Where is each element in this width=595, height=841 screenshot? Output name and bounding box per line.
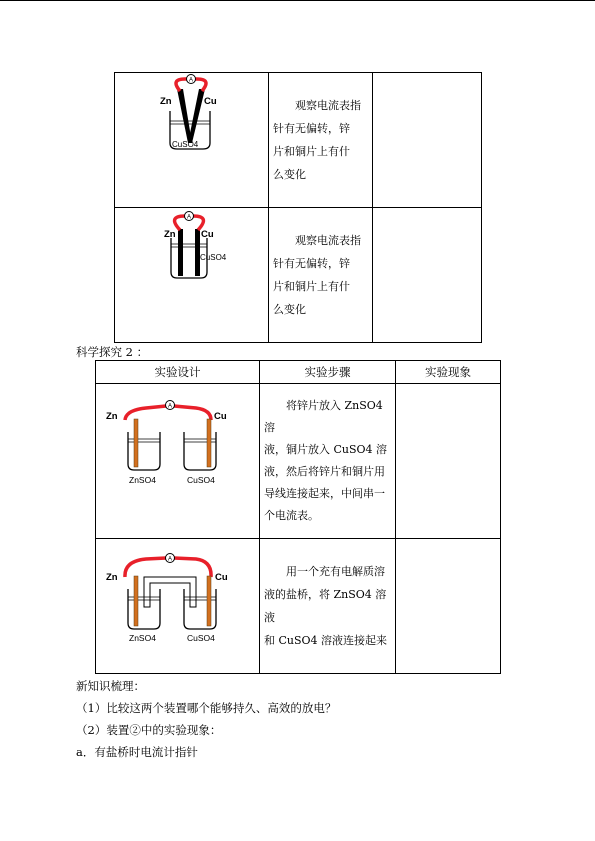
table2-header-row [96, 361, 501, 384]
desc-text: 观察电流表指 [295, 99, 361, 112]
cu-label: Cu [214, 411, 227, 422]
salt-bridge [144, 577, 196, 607]
zn-electrode [134, 419, 138, 467]
left-beaker [128, 432, 160, 470]
desc-line: 和 CuSO4 溶液连接起来 [264, 634, 388, 647]
desc-line: 个电流表。 [264, 509, 319, 522]
solution-label: CuSO4 [200, 253, 227, 262]
experiment-table-2 [95, 360, 501, 674]
left-solution-label: ZnSO4 [129, 475, 156, 485]
desc-line: 针有无偏转，锌 [273, 122, 350, 135]
desc-line: 液，铜片放入 CuSO4 溶 [264, 443, 388, 456]
table2-row-2 [96, 539, 501, 674]
desc-line [264, 395, 391, 439]
zn-electrode [134, 576, 138, 626]
table2-row1-description [260, 384, 396, 539]
question-2a: a．有盐桥时电流计指针 [76, 745, 198, 759]
cu-label: Cu [201, 229, 214, 240]
table1-row-1 [115, 73, 482, 208]
desc-line: 么变化 [273, 168, 306, 181]
header-phenomenon: 实验现象 [396, 361, 501, 384]
zn-label: Zn [164, 229, 176, 240]
parallel-electrode-cell-diagram [115, 208, 268, 338]
cu-label: Cu [215, 572, 228, 583]
desc-line: 片和铜片上有什 [273, 145, 350, 158]
table1-row1-description [269, 73, 373, 208]
table2-row2-description [260, 539, 396, 674]
desc-text: 观察电流表指 [295, 234, 361, 247]
question-1: （1）比较这两个装置哪个能够持久、高效的放电？ [76, 701, 337, 715]
header-design: 实验设计 [96, 361, 260, 384]
salt-bridge-cell-diagram [96, 539, 259, 669]
question-2: （2）装置②中的实验现象： [76, 723, 222, 737]
table2-row1-diagram-cell [96, 384, 260, 539]
table1-row2-description [269, 208, 373, 343]
table1-row1-diagram-cell [115, 73, 269, 208]
top-border-line [0, 0, 595, 1]
table2-row1-result-cell[interactable] [396, 384, 501, 539]
desc-line: 针有无偏转，锌 [273, 257, 350, 270]
desc-text: 将锌片放入 ZnSO4 溶 [264, 399, 383, 434]
zn-label: Zn [106, 572, 118, 583]
table1-row-2 [115, 208, 482, 343]
desc-line [273, 94, 368, 117]
solution-label: CuSO4 [172, 140, 199, 149]
table2-row2-result-cell[interactable] [396, 539, 501, 674]
desc-line: 导线连接起来，中间串一 [264, 487, 385, 500]
ammeter-a: A [186, 214, 192, 221]
desc-line: 液，然后将锌片和铜片用 [264, 465, 385, 478]
table1-row2-diagram-cell [115, 208, 269, 343]
experiment-table-1 [114, 72, 482, 343]
two-beaker-cell-diagram [96, 384, 259, 534]
left-solution-label: ZnSO4 [129, 633, 156, 643]
desc-line: 么变化 [273, 303, 306, 316]
ammeter-a: A [167, 403, 173, 410]
zn-label: Zn [160, 96, 172, 107]
right-solution-label: CuSO4 [187, 633, 215, 643]
table1-row2-result-cell[interactable] [373, 208, 482, 343]
desc-line: 液的盐桥，将 ZnSO4 溶液 [264, 588, 387, 624]
cu-electrode [188, 89, 205, 143]
table2-row2-diagram-cell [96, 539, 260, 674]
cu-electrode [207, 419, 211, 467]
desc-text: 用一个充有电解质溶 [286, 565, 385, 578]
zn-electrode [178, 229, 183, 276]
cu-electrode [207, 576, 211, 626]
ammeter-a: A [167, 556, 173, 563]
cu-label: Cu [204, 96, 217, 107]
ammeter-a: A [188, 77, 194, 84]
section2-title: 科学探究 2 ： [76, 345, 149, 359]
desc-line [264, 560, 391, 583]
table1-row1-result-cell[interactable] [373, 73, 482, 208]
desc-line [273, 229, 368, 252]
v-electrode-cell-diagram [115, 73, 268, 203]
header-steps: 实验步骤 [260, 361, 396, 384]
new-knowledge-title: 新知识梳理： [76, 679, 145, 693]
right-solution-label: CuSO4 [187, 475, 215, 485]
zn-label: Zn [106, 411, 118, 422]
table2-row-1 [96, 384, 501, 539]
desc-line: 片和铜片上有什 [273, 280, 350, 293]
